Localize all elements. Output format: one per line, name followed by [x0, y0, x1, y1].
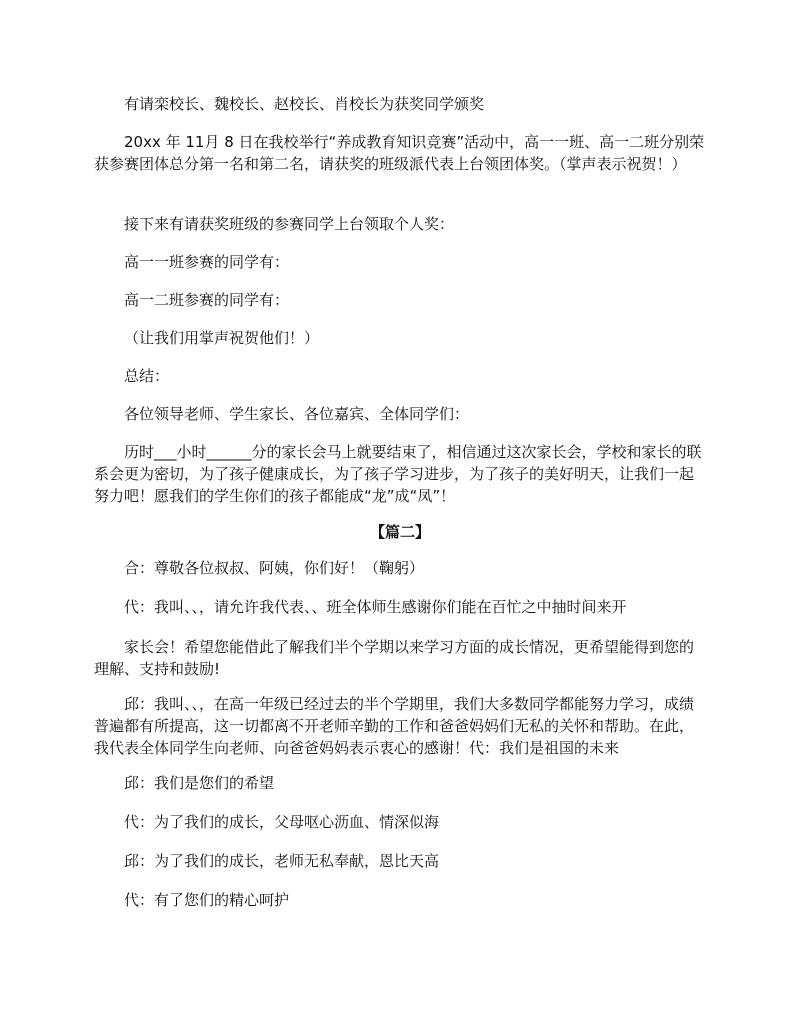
- paragraph-greeting: 各位领导老师、学生家长、各位嘉宾、全体同学们：: [124, 405, 470, 423]
- paragraph-applause: （让我们用掌声祝贺他们！）: [124, 329, 320, 347]
- paragraph-dai-intro: 代：我叫、、，请允许我代表、、班全体师生感谢你们能在百忙之中抽时间来开: [124, 598, 627, 616]
- paragraph-individual-award: 接下来有请获奖班级的参赛同学上台领取个人奖：: [124, 215, 455, 233]
- paragraph-class-one: 高一一班参赛的同学有：: [124, 253, 290, 271]
- paragraph-dai-care: 代：有了您们的精心呵护: [124, 891, 290, 909]
- paragraph-closing: 历时___小时______分的家长会马上就要结束了，相信通过这次家长会，学校和家长的联系会更为密切，为了孩子健康成长，为了孩子学习进步，为了孩子的美好明天，让我们一起努力吧！愿我们的学生你们的孩子都能成“龙”成“凤”！: [94, 443, 702, 505]
- paragraph-opening-greeting: 合：尊敬各位叔叔、阿姨，你们好！（鞠躬）: [124, 559, 425, 577]
- section-heading: 【篇二】: [369, 523, 430, 541]
- paragraph-class-two: 高一二班参赛的同学有：: [124, 291, 290, 309]
- paragraph-qiu-teachers: 邱：为了我们的成长，老师无私奉献，恩比天高: [124, 852, 440, 870]
- paragraph-award-presenters: 有请栾校长、魏校长、赵校长、肖校长为获奖同学颁奖: [124, 95, 485, 113]
- paragraph-qiu-hope: 邱：我们是您们的希望: [124, 774, 275, 792]
- paragraph-team-award: 20xx 年 11月 8 日在我校举行“养成教育知识竞赛”活动中，高一一班、高一二班分别荣获参赛团体总分第一名和第二名，请获奖的班级派代表上台领团体奖。（掌声表示祝贺！）: [94, 133, 705, 173]
- paragraph-summary-label: 总结：: [124, 367, 170, 385]
- paragraph-dai-parents: 代：为了我们的成长，父母呕心沥血、情深似海: [124, 813, 440, 831]
- paragraph-parent-meeting: 家长会！希望您能借此了解我们半个学期以来学习方面的成长情况，更希望能得到您的理解、支持和鼓励!: [94, 638, 695, 678]
- paragraph-qiu-intro: 邱：我叫、、，在高一年级已经过去的半个学期里，我们大多数同学都能努力学习，成绩普遍都有所提高，这一切都离不开老师辛勤的工作和爸爸妈妈们无私的关怀和帮助。在此，我代表全体同学生向老师、向爸爸妈妈表示衷心的感谢！代：我们是祖国的未来: [94, 695, 695, 757]
